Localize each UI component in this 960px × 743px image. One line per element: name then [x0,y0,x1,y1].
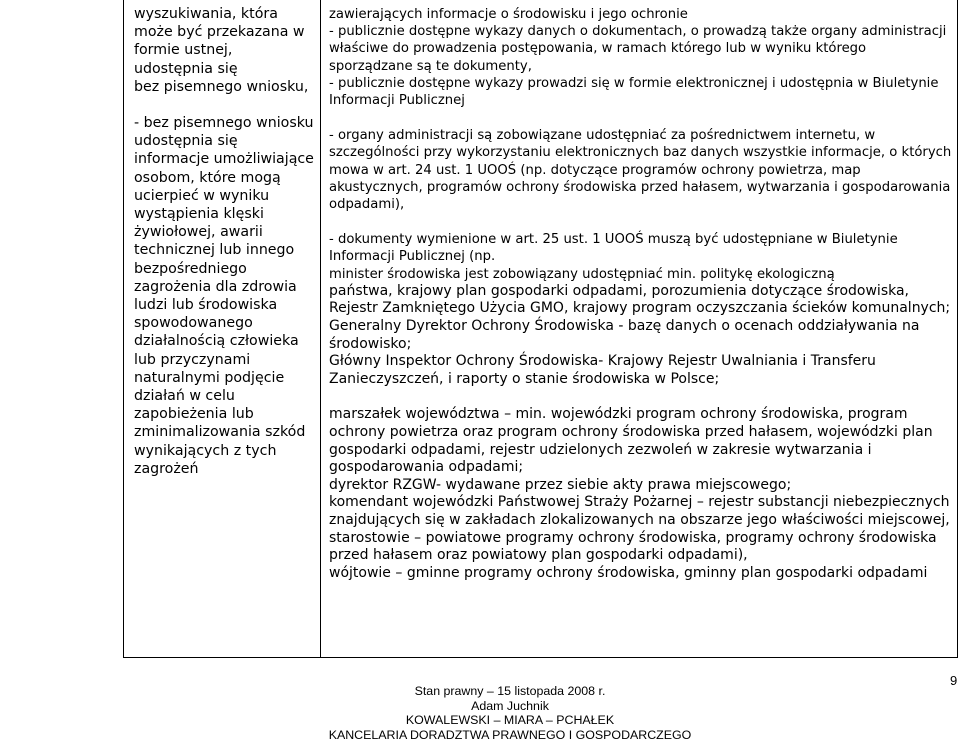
footer-author: Adam Juchnik [471,698,549,713]
left-paragraph: bez pisemnego wniosku, [134,78,309,95]
footer-date: Stan prawny – 15 listopada 2008 r. [414,684,606,698]
page-footer [280,684,740,742]
right-paragraph: - publicznie dostępne wykazy prowadzi się w formie elektronicznej i udostępnia w Biuletynie Informacji Publicznej [329,75,943,109]
right-paragraph: - organy administracji są zobowiązane udostępniać za pośrednictwem internetu, w szczególności przy wykorzystaniu elektronicznych baz danych wszystkie informacje, o których mowa w art. 24 ust. 1 UOOŚ (np. dotyczące programów ochrony powietrza, map akustycznych, programów ochrony środowiska przed hałasem, wytwarzania i gospodarowania odpadami), [329,128,956,213]
spacer [329,388,953,406]
spacer [329,109,953,127]
page-number: 9 [950,673,958,688]
right-paragraph: starostowie – powiatowe programy ochrony środowiska, programy ochrony środowiska przed hałasem oraz powiatowy plan gospodarki odpadami), [329,529,942,564]
right-paragraph: - publicznie dostępne wykazy danych o dokumentach, o prowadzą także organy administracji właściwe do prowadzenia postępowania, w ramach którego lub w wyniku którego sporządzane są te dokumenty, [329,24,951,74]
spacer [329,213,953,231]
right-paragraph: - dokumenty wymienione w art. 25 ust. 1 UOOŚ muszą być udostępniane w Biuletynie Informacji Publicznej (np. [329,232,902,265]
right-paragraph: minister środowiska jest zobowiązany udostępniać min. politykę ekologiczną [329,266,835,282]
footer-firm-name: KANCELARIA DORADZTWA PRAWNEGO I GOSPODARCZEGO [328,727,692,742]
spacer [134,96,314,114]
left-paragraph: - bez pisemnego wniosku udostępnia się informacje umożliwiające osobom, które mogą ucierpieć w wyniku wystąpienia klęski żywiołowej, awarii technicznej lub innego bezpośredniego zagrożenia dla zdrowia ludzi lub środowiska spowodowanego działalnością człowieka lub przyczynami naturalnymi podjęcie działań w celu zapobieżenia lub zminimalizowania szkód wynikających z tych zagrożeń [134,115,319,477]
right-paragraph: Generalny Dyrektor Ochrony Środowiska - bazę danych o ocenach oddziaływania na środowisko; [329,318,924,352]
left-paragraph: wyszukiwania, która może być przekazana w formie ustnej, udostępnia się [134,6,310,77]
right-paragraph: dyrektor RZGW- wydawane przez siebie akty prawa miejscowego; [329,476,792,493]
right-paragraph: Główny Inspektor Ochrony Środowiska- Krajowy Rejestr Uwalniania i Transferu Zanieczyszczeń, i raporty o stanie środowiska w Polsce; [329,353,881,387]
right-paragraph: marszałek województwa – min. wojewódzki program ochrony środowiska, program ochrony powietrza oraz program ochrony środowiska przed hałasem, wojewódzki plan gospodarki odpadami, rejestr udzielonych zezwoleń w zakresie wytwarzania i gospodarowania odpadami; [329,406,938,476]
right-column [321,0,957,657]
right-paragraph: państwa, krajowy plan gospodarki odpadami, porozumienia dotyczące środowiska, Rejestr Zamkniętego Użycia GMO, krajowy program oczyszczania ścieków komunalnych; [329,282,951,317]
left-column [124,0,321,657]
right-paragraph: komendant wojewódzki Państwowej Straży Pożarnej – rejestr substancji niebezpiecznych znajdujących się w zakładach zlokalizowanych na obszarze jego właściwości miejscowej, [329,494,954,528]
footer-firm-partners: KOWALEWSKI – MIARA – PCHAŁEK [405,713,615,728]
right-paragraph: wójtowie – gminne programy ochrony środowiska, gminny plan gospodarki odpadami [329,564,928,581]
right-paragraph: zawierających informacje o środowisku i jego ochronie [329,7,688,22]
content-table [123,0,958,658]
